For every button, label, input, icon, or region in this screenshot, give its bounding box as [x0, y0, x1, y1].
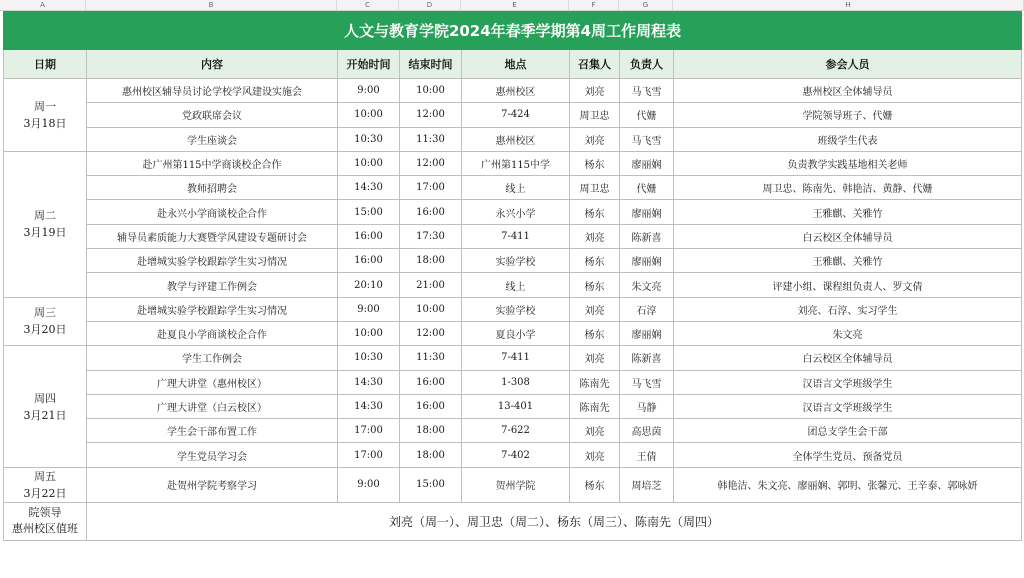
cell-content[interactable]: 广理大讲堂（惠州校区）	[87, 370, 338, 394]
day-cell[interactable]	[4, 346, 87, 467]
cell-convener[interactable]: 周卫忠	[570, 103, 620, 127]
cell-attendees[interactable]: 学院领导班子、代姗	[674, 103, 1022, 127]
cell-end-time[interactable]: 16:00	[400, 370, 462, 394]
cell-convener[interactable]: 刘亮	[570, 79, 620, 103]
cell-location[interactable]: 惠州校区	[462, 127, 570, 151]
duty-label-cell[interactable]	[4, 502, 87, 540]
cell-start-time[interactable]: 14:30	[338, 370, 400, 394]
cell-convener[interactable]: 刘亮	[570, 346, 620, 370]
table-row	[4, 151, 1022, 175]
cell-location[interactable]: 实验学校	[462, 297, 570, 321]
cell-responsible[interactable]: 高思茵	[620, 419, 674, 443]
table-row	[4, 224, 1022, 248]
cell-convener[interactable]: 杨东	[570, 249, 620, 273]
duty-label-line2: 惠州校区值班	[12, 522, 78, 536]
cell-content[interactable]: 学生工作例会	[87, 346, 338, 370]
column-letter-g[interactable]: G	[619, 0, 673, 10]
cell-content[interactable]: 学生座谈会	[87, 127, 338, 151]
cell-start-time[interactable]: 9:00	[338, 297, 400, 321]
cell-location[interactable]: 永兴小学	[462, 200, 570, 224]
cell-start-time[interactable]: 17:00	[338, 419, 400, 443]
cell-start-time[interactable]: 16:00	[338, 249, 400, 273]
cell-start-time[interactable]: 9:00	[338, 467, 400, 502]
cell-responsible[interactable]: 代姗	[620, 176, 674, 200]
header-location[interactable]: 地点	[462, 50, 570, 79]
cell-responsible[interactable]: 周培芝	[620, 467, 674, 502]
cell-responsible[interactable]: 石淳	[620, 297, 674, 321]
table-row	[4, 103, 1022, 127]
column-letter-a[interactable]: A	[0, 0, 86, 10]
day-name: 周一	[34, 99, 56, 113]
cell-end-time[interactable]: 18:00	[400, 419, 462, 443]
table-row	[4, 200, 1022, 224]
cell-attendees[interactable]: 评建小组、课程组负责人、罗文倩	[674, 273, 1022, 297]
cell-start-time[interactable]: 9:00	[338, 79, 400, 103]
table-row	[4, 176, 1022, 200]
schedule-table	[3, 11, 1022, 541]
cell-location[interactable]: 线上	[462, 176, 570, 200]
header-end-time[interactable]: 结束时间	[400, 50, 462, 79]
cell-attendees[interactable]: 周卫忠、陈南先、韩艳洁、黄静、代姗	[674, 176, 1022, 200]
cell-content[interactable]: 广理大讲堂（白云校区）	[87, 394, 338, 418]
cell-location[interactable]: 7-411	[462, 346, 570, 370]
cell-responsible[interactable]: 王倩	[620, 443, 674, 467]
sheet-title[interactable]: 人文与教育学院2024年春季学期第4周工作周程表	[4, 12, 1022, 50]
column-letter-f[interactable]: F	[569, 0, 619, 10]
cell-start-time[interactable]: 20:10	[338, 273, 400, 297]
header-start-time[interactable]: 开始时间	[338, 50, 400, 79]
cell-convener[interactable]: 刘亮	[570, 127, 620, 151]
day-name: 周五	[34, 469, 56, 483]
cell-content[interactable]: 赴增城实验学校跟踪学生实习情况	[87, 249, 338, 273]
day-date: 3月22日	[23, 486, 67, 500]
cell-start-time[interactable]: 17:00	[338, 443, 400, 467]
cell-content[interactable]: 教学与评建工作例会	[87, 273, 338, 297]
cell-convener[interactable]: 陈南先	[570, 370, 620, 394]
header-row	[4, 50, 1022, 79]
cell-content[interactable]: 赴广州第115中学商谈校企合作	[87, 151, 338, 175]
cell-end-time[interactable]: 10:00	[400, 79, 462, 103]
cell-location[interactable]: 惠州校区	[462, 79, 570, 103]
cell-content[interactable]: 辅导员素质能力大赛暨学风建设专题研讨会	[87, 224, 338, 248]
cell-location[interactable]: 7-411	[462, 224, 570, 248]
cell-start-time[interactable]: 10:00	[338, 321, 400, 345]
cell-responsible[interactable]: 朱文亮	[620, 273, 674, 297]
cell-responsible[interactable]: 陈新喜	[620, 224, 674, 248]
header-convener[interactable]: 召集人	[570, 50, 620, 79]
cell-end-time[interactable]: 16:00	[400, 200, 462, 224]
cell-location[interactable]: 7-424	[462, 103, 570, 127]
cell-attendees[interactable]: 朱文亮	[674, 321, 1022, 345]
cell-responsible[interactable]: 廖丽娴	[620, 321, 674, 345]
cell-convener[interactable]: 杨东	[570, 200, 620, 224]
day-cell[interactable]	[4, 79, 87, 152]
cell-end-time[interactable]: 21:00	[400, 273, 462, 297]
cell-attendees[interactable]: 韩艳洁、朱文亮、廖丽娴、郭明、张馨元、王辛泰、郭咏妍	[674, 467, 1022, 502]
day-date: 3月21日	[23, 408, 67, 422]
cell-attendees[interactable]: 团总支学生会干部	[674, 419, 1022, 443]
cell-end-time[interactable]: 11:30	[400, 346, 462, 370]
cell-end-time[interactable]: 12:00	[400, 103, 462, 127]
cell-responsible[interactable]: 马飞雪	[620, 127, 674, 151]
table-row	[4, 394, 1022, 418]
cell-convener[interactable]: 杨东	[570, 273, 620, 297]
column-letter-d[interactable]: D	[399, 0, 461, 10]
cell-responsible[interactable]: 廖丽娴	[620, 151, 674, 175]
header-content[interactable]: 内容	[87, 50, 338, 79]
cell-attendees[interactable]: 王雅麒、关雅竹	[674, 200, 1022, 224]
table-row	[4, 273, 1022, 297]
cell-start-time[interactable]: 14:30	[338, 394, 400, 418]
cell-attendees[interactable]: 汉语言文学班级学生	[674, 370, 1022, 394]
cell-responsible[interactable]: 马飞雪	[620, 79, 674, 103]
cell-location[interactable]: 7-402	[462, 443, 570, 467]
cell-responsible[interactable]: 马飞雪	[620, 370, 674, 394]
cell-convener[interactable]: 刘亮	[570, 419, 620, 443]
day-name: 周二	[34, 209, 56, 223]
cell-location[interactable]: 广州第115中学	[462, 151, 570, 175]
day-cell[interactable]	[4, 467, 87, 502]
cell-end-time[interactable]: 11:30	[400, 127, 462, 151]
cell-location[interactable]: 线上	[462, 273, 570, 297]
cell-end-time[interactable]: 12:00	[400, 321, 462, 345]
day-date: 3月20日	[23, 323, 67, 337]
cell-attendees[interactable]: 汉语言文学班级学生	[674, 394, 1022, 418]
column-header-bar	[0, 0, 1024, 11]
cell-content[interactable]: 赴增城实验学校跟踪学生实习情况	[87, 297, 338, 321]
cell-content[interactable]: 学生会干部布置工作	[87, 419, 338, 443]
cell-end-time[interactable]: 17:00	[400, 176, 462, 200]
cell-start-time[interactable]: 10:00	[338, 103, 400, 127]
table-row	[4, 346, 1022, 370]
cell-responsible[interactable]: 廖丽娴	[620, 200, 674, 224]
table-row	[4, 370, 1022, 394]
cell-end-time[interactable]: 15:00	[400, 467, 462, 502]
day-name: 周三	[34, 306, 56, 320]
day-name: 周四	[34, 391, 56, 405]
day-cell[interactable]	[4, 297, 87, 346]
duty-row	[4, 502, 1022, 540]
cell-end-time[interactable]: 18:00	[400, 443, 462, 467]
cell-attendees[interactable]: 班级学生代表	[674, 127, 1022, 151]
cell-start-time[interactable]: 16:00	[338, 224, 400, 248]
table-row	[4, 321, 1022, 345]
cell-responsible[interactable]: 代姗	[620, 103, 674, 127]
table-row	[4, 419, 1022, 443]
column-letter-e[interactable]: E	[461, 0, 569, 10]
cell-attendees[interactable]: 负责教学实践基地相关老师	[674, 151, 1022, 175]
cell-attendees[interactable]: 王雅麒、关雅竹	[674, 249, 1022, 273]
cell-end-time[interactable]: 10:00	[400, 297, 462, 321]
cell-location[interactable]: 实验学校	[462, 249, 570, 273]
table-row	[4, 443, 1022, 467]
cell-start-time[interactable]: 14:30	[338, 176, 400, 200]
cell-attendees[interactable]: 刘亮、石淳、实习学生	[674, 297, 1022, 321]
cell-end-time[interactable]: 18:00	[400, 249, 462, 273]
cell-location[interactable]: 夏良小学	[462, 321, 570, 345]
cell-content[interactable]: 赴永兴小学商谈校企合作	[87, 200, 338, 224]
header-responsible[interactable]: 负责人	[620, 50, 674, 79]
cell-content[interactable]: 教师招聘会	[87, 176, 338, 200]
cell-convener[interactable]: 杨东	[570, 321, 620, 345]
cell-convener[interactable]: 周卫忠	[570, 176, 620, 200]
cell-location[interactable]: 1-308	[462, 370, 570, 394]
cell-attendees[interactable]: 全体学生党员、预备党员	[674, 443, 1022, 467]
cell-start-time[interactable]: 15:00	[338, 200, 400, 224]
day-date: 3月19日	[23, 226, 67, 240]
cell-convener[interactable]: 陈南先	[570, 394, 620, 418]
cell-convener[interactable]: 刘亮	[570, 224, 620, 248]
cell-content[interactable]: 学生党员学习会	[87, 443, 338, 467]
cell-content[interactable]: 赴夏良小学商谈校企合作	[87, 321, 338, 345]
cell-end-time[interactable]: 12:00	[400, 151, 462, 175]
cell-content[interactable]: 惠州校区辅导员讨论学校学风建设实施会	[87, 79, 338, 103]
cell-attendees[interactable]: 白云校区全体辅导员	[674, 346, 1022, 370]
cell-location[interactable]: 贺州学院	[462, 467, 570, 502]
cell-start-time[interactable]: 10:30	[338, 127, 400, 151]
cell-end-time[interactable]: 16:00	[400, 394, 462, 418]
cell-convener[interactable]: 杨东	[570, 151, 620, 175]
table-row	[4, 79, 1022, 103]
column-letter-c[interactable]: C	[337, 0, 399, 10]
column-letter-b[interactable]: B	[86, 0, 337, 10]
duty-roster-cell[interactable]: 刘亮（周一）、周卫忠（周二）、杨东（周三）、陈南先（周四）	[87, 502, 1022, 540]
cell-start-time[interactable]: 10:30	[338, 346, 400, 370]
cell-start-time[interactable]: 10:00	[338, 151, 400, 175]
duty-label-line1: 院领导	[28, 506, 62, 520]
cell-responsible[interactable]: 廖丽娴	[620, 249, 674, 273]
cell-location[interactable]: 13-401	[462, 394, 570, 418]
cell-content[interactable]: 赴贺州学院考察学习	[87, 467, 338, 502]
day-cell[interactable]	[4, 151, 87, 297]
cell-convener[interactable]: 刘亮	[570, 443, 620, 467]
day-date: 3月18日	[23, 116, 67, 130]
cell-responsible[interactable]: 马静	[620, 394, 674, 418]
cell-attendees[interactable]: 惠州校区全体辅导员	[674, 79, 1022, 103]
cell-content[interactable]: 党政联席会议	[87, 103, 338, 127]
cell-attendees[interactable]: 白云校区全体辅导员	[674, 224, 1022, 248]
column-letter-h[interactable]: H	[673, 0, 1024, 10]
cell-convener[interactable]: 杨东	[570, 467, 620, 502]
table-row	[4, 127, 1022, 151]
header-attendees[interactable]: 参会人员	[674, 50, 1022, 79]
cell-convener[interactable]: 刘亮	[570, 297, 620, 321]
table-row	[4, 297, 1022, 321]
table-row	[4, 467, 1022, 502]
cell-end-time[interactable]: 17:30	[400, 224, 462, 248]
table-row	[4, 249, 1022, 273]
cell-location[interactable]: 7-622	[462, 419, 570, 443]
header-date[interactable]: 日期	[4, 50, 87, 79]
cell-responsible[interactable]: 陈新喜	[620, 346, 674, 370]
